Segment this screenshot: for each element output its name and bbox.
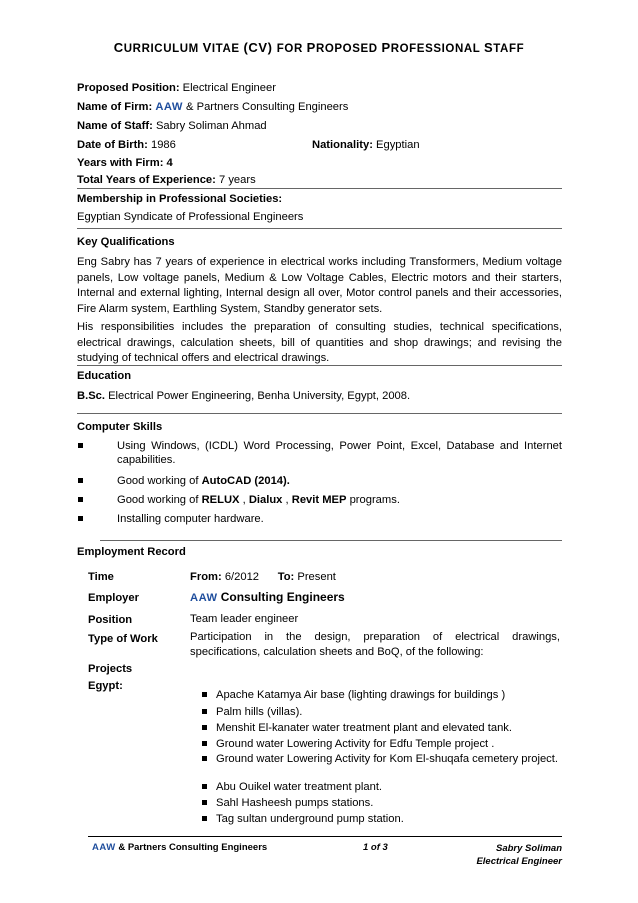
projects-label: Projects: [88, 663, 133, 675]
bullet-icon: [78, 478, 83, 483]
footer-page: 1 of 3: [363, 842, 388, 853]
project-text: Sahl Hasheesh pumps stations.: [216, 797, 374, 809]
title-part: ITAE: [211, 43, 244, 55]
qualifications-para-1: Eng Sabry has 7 years of experience in electrical works including Transformers, Medium voltage panels, Low voltage panels, Medium & Low Voltage Cables, Electric motors and their starters, Internal and external lighting, Internal design all over, Motor control panels and their accessories, Fire Alarm system, Earthling System, Standby generator sets.: [77, 256, 562, 315]
bullet-icon: [202, 784, 207, 789]
project-text: Apache Katamya Air base (lighting drawings for buildings ): [216, 689, 506, 701]
qualifications-heading: Key Qualifications: [77, 236, 175, 248]
date-of-birth: Date of Birth: 1986: [77, 139, 176, 151]
position-label: Position: [88, 614, 133, 626]
bullet-icon: [78, 516, 83, 521]
bullet-icon: [202, 741, 207, 746]
divider: [77, 365, 562, 366]
project-text: Palm hills (villas).: [216, 706, 303, 718]
divider: [77, 413, 562, 414]
title-part: P: [306, 40, 316, 55]
bullet-icon: [202, 800, 207, 805]
project-text: Tag sultan underground pump station.: [216, 813, 404, 825]
nationality: Nationality: Egyptian: [312, 139, 420, 151]
position-value: Team leader engineer: [190, 613, 299, 625]
bullet-icon: [78, 497, 83, 502]
time-label: Time: [88, 571, 114, 583]
bullet-icon: [202, 709, 207, 714]
years-with-firm: Years with Firm: 4: [77, 157, 173, 169]
title-part: P: [381, 40, 391, 55]
education-heading: Education: [77, 370, 132, 382]
divider: [77, 188, 562, 189]
project-text: Ground water Lowering Activity for Kom El-shuqafa cemetery project.: [216, 753, 558, 765]
title-part: S: [483, 40, 494, 55]
title-part: FOR: [276, 43, 307, 55]
title-part: TAFF: [493, 43, 525, 55]
project-text: Abu Ouikel water treatment plant.: [216, 781, 383, 793]
bullet-icon: [202, 725, 207, 730]
employer-label: Employer: [88, 592, 139, 604]
work-type-value: Participation in the design, preparation of electrical drawings, specifications, calculation sheets and BoQ, of the following:: [190, 631, 560, 658]
firm-name: Name of Firm: AAW & Partners Consulting Engineers: [77, 101, 349, 113]
qualifications-para-2: His responsibilities includes the preparation of consulting studies, technical specifications, electrical drawings, calculation sheets, bill of quantities and shop drawings; and revising the studying of technical offers and electrical drawings.: [77, 321, 562, 364]
employer-value: AAW Consulting Engineers: [190, 590, 345, 604]
bullet-icon: [202, 756, 207, 761]
proposed-position: Proposed Position: Electrical Engineer: [77, 82, 276, 94]
staff-name: Name of Staff: Sabry Soliman Ahmad: [77, 120, 267, 132]
membership-value: Egyptian Syndicate of Professional Engineers: [77, 211, 304, 223]
title-part: (CV): [243, 40, 277, 55]
footer-author: Sabry Soliman Electrical Engineer: [476, 843, 562, 867]
bullet-icon: [202, 692, 207, 697]
bullet-icon: [202, 816, 207, 821]
skills-heading: Computer Skills: [77, 421, 163, 433]
work-type-label: Type of Work: [88, 633, 158, 645]
project-text: Menshit El-kanater water treatment plant and elevated tank.: [216, 722, 513, 734]
project-text: Ground water Lowering Activity for Edfu Temple project .: [216, 738, 495, 750]
divider: [77, 228, 562, 229]
membership-label: Membership in Professional Societies:: [77, 193, 283, 205]
footer-firm: AAW & Partners Consulting Engineers: [92, 842, 268, 853]
egypt-label: Egypt:: [88, 680, 123, 692]
divider: [100, 540, 562, 541]
title-part: V: [202, 40, 212, 55]
footer-divider: [88, 836, 562, 837]
total-experience: Total Years of Experience: 7 years: [77, 174, 256, 186]
bullet-icon: [78, 443, 83, 448]
employment-heading: Employment Record: [77, 546, 186, 558]
education-degree: B.Sc. Electrical Power Engineering, Benha University, Egypt, 2008.: [77, 390, 411, 402]
title-part: URRICULUM: [123, 43, 203, 55]
cv-title: [0, 40, 638, 55]
time-value: From: 6/2012 To: Present: [190, 571, 336, 583]
title-part: ROFESSIONAL: [390, 43, 484, 55]
title-part: ROPOSED: [315, 43, 382, 55]
title-part: C: [113, 40, 124, 55]
